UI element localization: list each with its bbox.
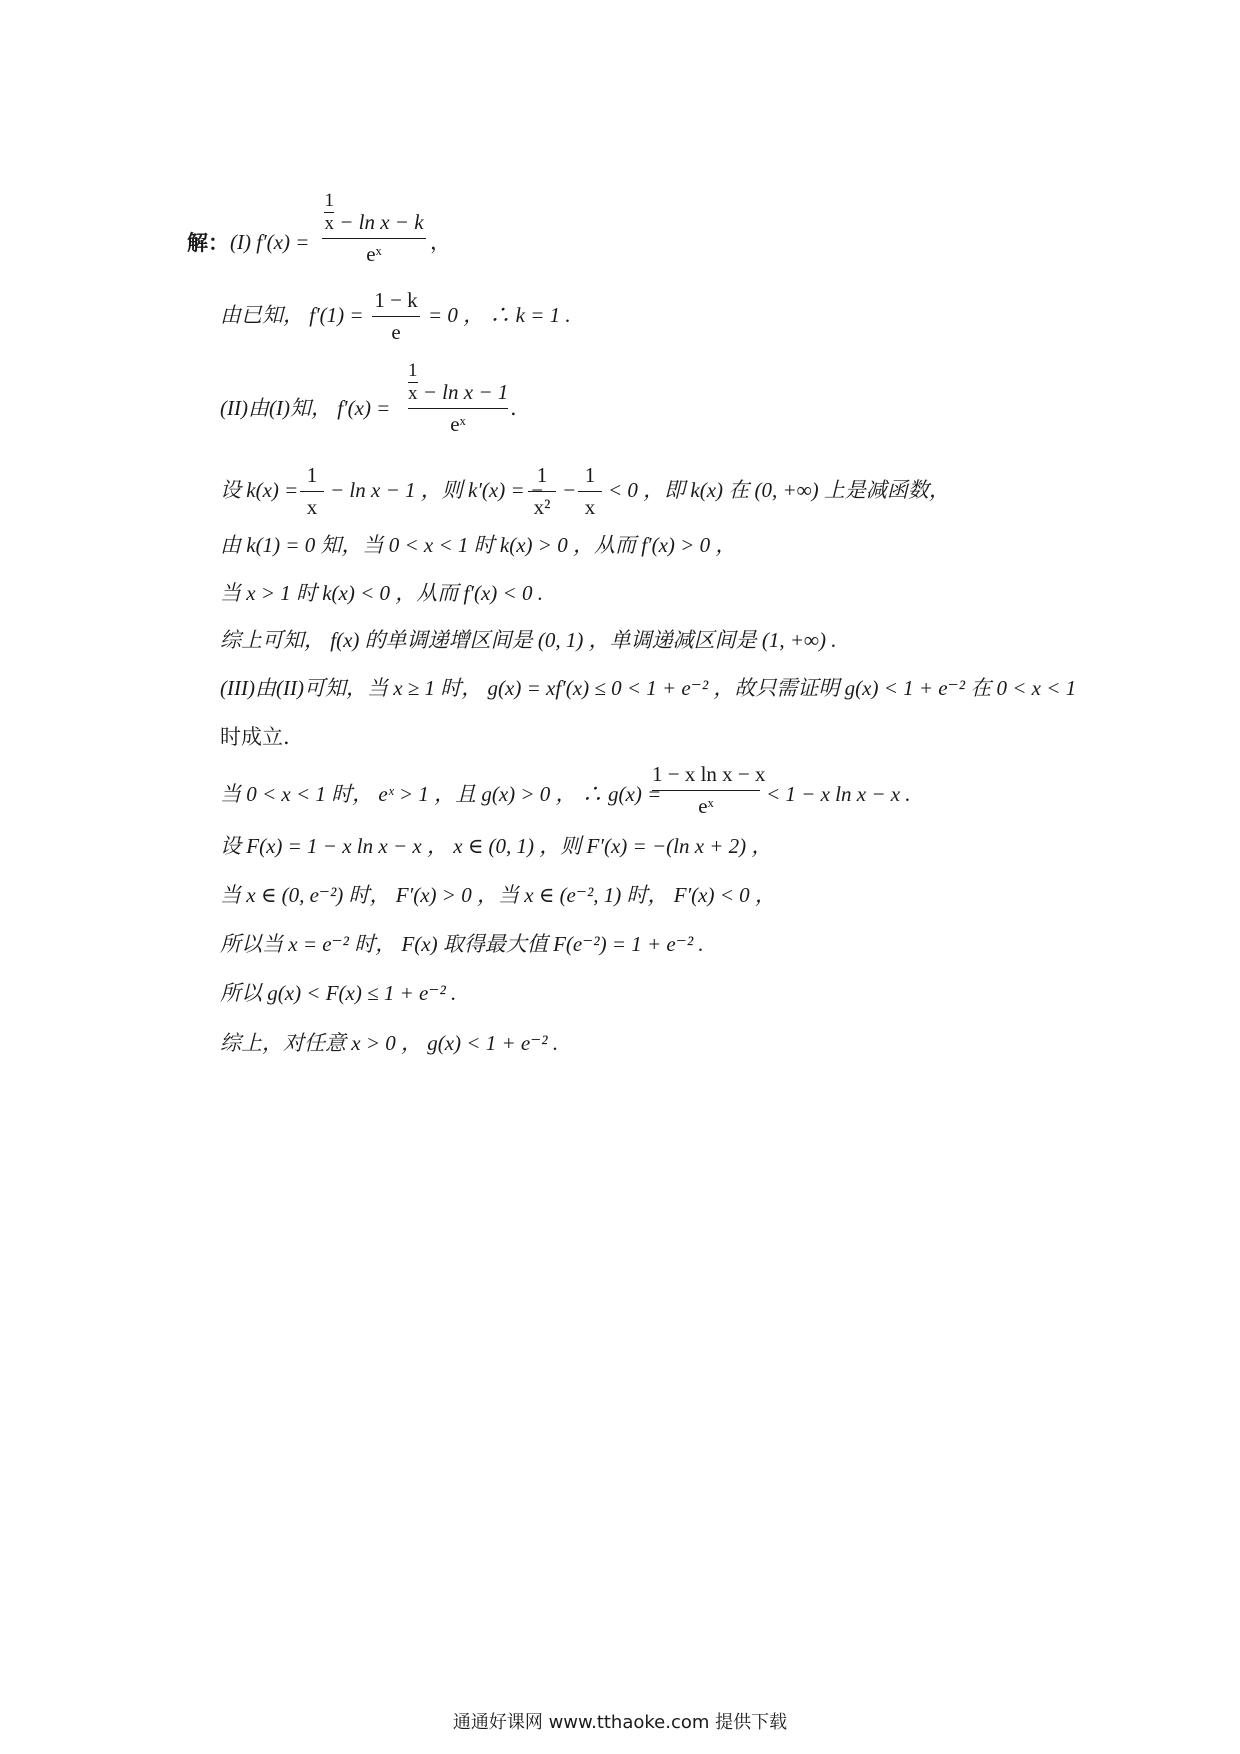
part2-fraction: $\frac{1}{x}$ − ln x − 1 eˣ: [408, 360, 509, 436]
part3-line4: 设 F(x) = 1 − x ln x − x ， x ∈ (0, 1) ，则 F′(x) = −(ln x + 2) ，: [220, 834, 773, 858]
part1-prefix: (I) f′(x) =: [230, 230, 310, 254]
part2-suffix: .: [510, 396, 517, 420]
part2-line5: 综上可知， f(x) 的单调递增区间是 (0, 1) ，单调递减区间是 (1, +∞) .: [220, 628, 837, 652]
part2-k-b: − ln x − 1 ，则 k′(x) = −: [330, 478, 545, 502]
part1-fraction: [322, 190, 426, 267]
part3-line3-b: < 1 − x ln x − x .: [766, 782, 911, 806]
part2-k-frac1: 1 x: [300, 463, 324, 520]
part1-line2-prefix: 由已知， f′(1) =: [220, 303, 364, 327]
part3-line1: (III)由(II)可知，当 x ≥ 1 时， g(x) = xf′(x) ≤ 0 < 1 + e⁻² ，故只需证明 g(x) < 1 + e⁻² 在 0 < x < 1: [220, 676, 1077, 700]
part2-k-frac3: 1 x: [578, 463, 602, 520]
part2-line3: 由 k(1) = 0 知，当 0 < x < 1 时 k(x) > 0 ，从而 f′(x) > 0 ，: [220, 533, 737, 557]
part2-k-frac2: 1 x²: [528, 463, 556, 520]
footer-source: 通通好课网 www.tthaoke.com 提供下载: [452, 1712, 788, 1733]
part2-k-d: < 0 ，即 k(x) 在 (0, +∞) 上是减函数，: [608, 478, 950, 502]
part3-line3-a: 当 0 < x < 1 时， eˣ > 1 ，且 g(x) > 0 ， ∴ g(x) =: [220, 782, 662, 806]
part2-prefix: (II)由(I)知， f′(x) =: [220, 396, 391, 420]
part3-line7: 所以 g(x) < F(x) ≤ 1 + e⁻² .: [220, 981, 457, 1005]
part1-denominator: eˣ: [366, 242, 382, 266]
part2-k-a: 设 k(x) =: [220, 478, 299, 502]
part1-suffix: ，: [430, 230, 451, 254]
part3-line5: 当 x ∈ (0, e⁻²) 时， F′(x) > 0 ，当 x ∈ (e⁻², 1) 时， F′(x) < 0 ，: [220, 883, 776, 907]
part3-line2: 时成立.: [220, 725, 290, 749]
part3-line8: 综上，对任意 x > 0 ， g(x) < 1 + e⁻² .: [220, 1031, 559, 1055]
solution-label: 解：: [187, 230, 229, 255]
part2-k-c: −: [562, 478, 577, 502]
part3-line6: 所以当 x = e⁻² 时， F(x) 取得最大值 F(e⁻²) = 1 + e⁻² .: [220, 932, 704, 956]
part1-line2-suffix: = 0 ， ∴ k = 1 .: [428, 303, 571, 327]
part3-line3-fraction: 1 − x ln x − x eˣ: [652, 762, 766, 818]
part2-line4: 当 x > 1 时 k(x) < 0 ，从而 f′(x) < 0 .: [220, 581, 543, 605]
part1-line2-fraction: 1 − k e: [372, 288, 420, 345]
part1-inner-fraction: $\frac{1}{x}$: [324, 190, 334, 234]
part1-numerator: $\frac{1}{x}$ − ln x − k: [324, 190, 424, 234]
